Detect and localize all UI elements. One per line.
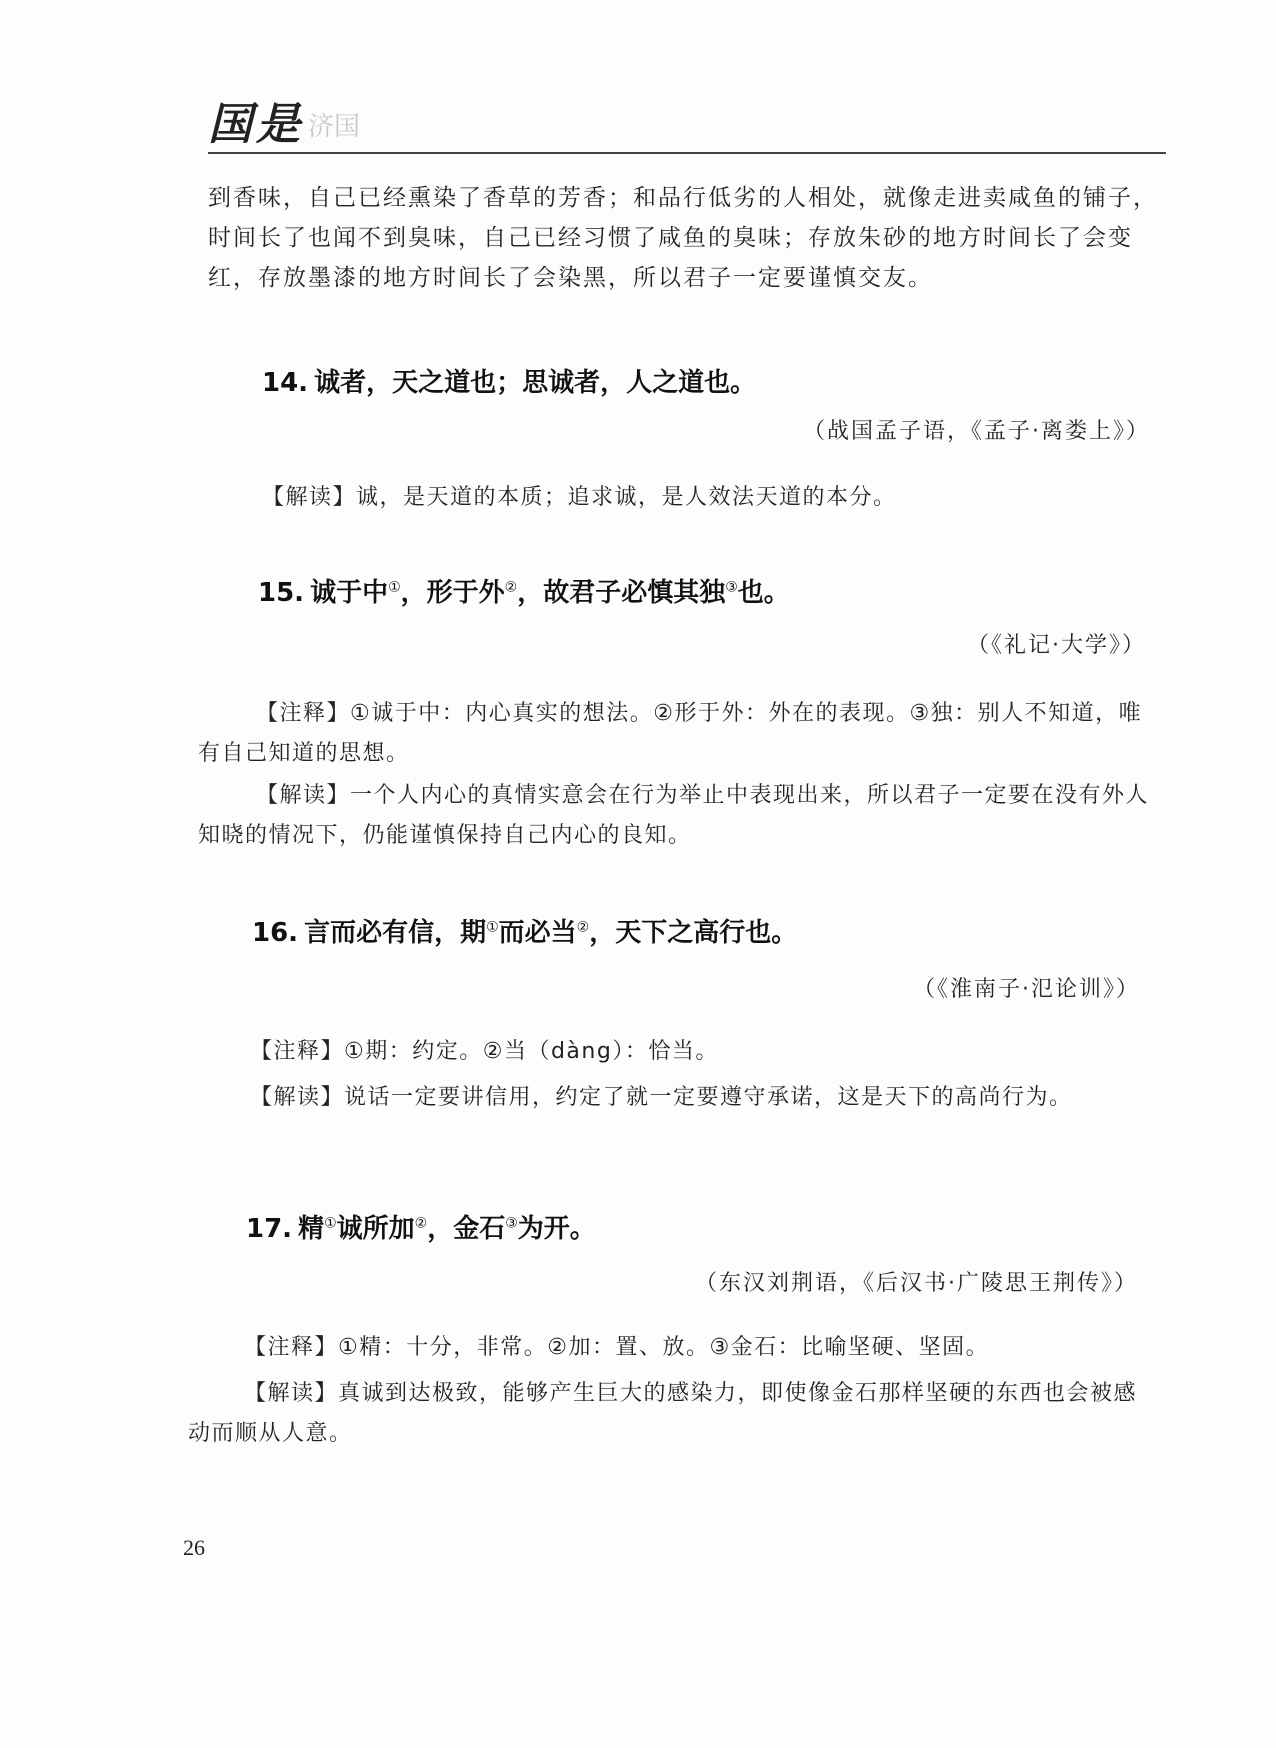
- footnote-mark: ②: [504, 579, 518, 596]
- page-number: 26: [183, 1535, 205, 1560]
- footnote-mark: ③: [725, 579, 738, 596]
- entry-15-source: （《礼记·大学》）: [967, 633, 1146, 658]
- entry-16-note: [192, 1032, 1152, 1072]
- entry-14-number: 14.: [262, 368, 309, 398]
- interpretation-text: 真诚到达极致，能够产生巨大的感染力，即使像金石那样坚硬的东西也会被感动而顺从人意。: [188, 1381, 1138, 1446]
- interpretation-text: 说话一定要讲信用，约定了就一定要遵守承诺，这是天下的高尚行为。: [344, 1085, 1073, 1110]
- entry-15-quote-part: 也。: [737, 578, 790, 608]
- interpretation-label: 【解读】: [256, 783, 351, 808]
- interpretation-label: 【解读】: [244, 1381, 339, 1406]
- entry-15-quote-part: 诚于中: [310, 578, 389, 608]
- entry-16-interpretation: [192, 1078, 1152, 1118]
- entry-14-source: （战国孟子语，《孟子·离娄上》）: [803, 419, 1150, 444]
- entry-16-quote-part: ，天下之高行也。: [589, 918, 798, 948]
- entry-16-source: （《淮南子·氾论训》）: [913, 977, 1140, 1002]
- entry-14-heading: [262, 362, 756, 399]
- entry-16-quote-part: 而必当: [498, 918, 577, 948]
- entry-15-quote-part: ，故君子必慎其独: [517, 578, 726, 608]
- entry-17-quote-part: 诚所加: [336, 1214, 415, 1244]
- note-label: 【注释】: [244, 1335, 339, 1360]
- entry-15-interpretation: [198, 776, 1158, 856]
- footnote-mark: ②: [576, 919, 590, 936]
- entry-14-interpretation: [262, 478, 1162, 518]
- entry-15-heading: [258, 572, 790, 609]
- entry-17-number: 17.: [246, 1214, 293, 1244]
- entry-17-quote-part: 为开。: [517, 1214, 596, 1244]
- interpretation-label: 【解读】: [262, 485, 357, 510]
- footnote-mark: ①: [486, 919, 499, 936]
- interpretation-label: 【解读】: [250, 1085, 345, 1110]
- entry-17-heading: [246, 1208, 596, 1245]
- entry-15-number: 15.: [258, 578, 305, 608]
- entry-17-interpretation: [188, 1374, 1148, 1454]
- entry-15-note: [198, 694, 1158, 774]
- entry-17-quote-part: 精: [298, 1214, 325, 1244]
- footnote-mark: ①: [388, 579, 401, 596]
- footnote-mark: ②: [414, 1215, 428, 1232]
- note-text: ①期：约定。②当（dàng）：恰当。: [344, 1039, 719, 1064]
- entry-16-number: 16.: [252, 918, 299, 948]
- header-logo-faded: 济国: [308, 112, 361, 142]
- interpretation-text: 一个人内心的真情实意会在行为举止中表现出来，所以君子一定要在没有外人知晓的情况下，仍能谨慎保持自己内心的良知。: [198, 783, 1150, 848]
- page-header: [208, 88, 1168, 150]
- entry-17-note: [188, 1328, 1148, 1368]
- note-label: 【注释】: [256, 701, 351, 726]
- note-text: ①精：十分，非常。②加：置、放。③金石：比喻坚硬、坚固。: [338, 1335, 990, 1360]
- entry-17-source: （东汉刘荆语，《后汉书·广陵思王荆传》）: [695, 1271, 1138, 1296]
- entry-15-quote-part: ，形于外: [400, 578, 505, 608]
- note-label: 【注释】: [250, 1039, 345, 1064]
- entry-16-quote-part: 言而必有信，期: [304, 918, 487, 948]
- interpretation-text: 诚，是天道的本质；追求诚，是人效法天道的本分。: [356, 485, 897, 510]
- footnote-mark: ③: [505, 1215, 518, 1232]
- footnote-mark: ①: [324, 1215, 337, 1232]
- entry-16-heading: [252, 912, 797, 949]
- header-divider: [208, 152, 1166, 154]
- note-text: ①诚于中：内心真实的想法。②形于外：外在的表现。③独：别人不知道，唯有自己知道的思想。: [198, 701, 1143, 766]
- entry-17-quote-part: ，金石: [427, 1214, 506, 1244]
- entry-14-quote: 诚者，天之道也；思诚者，人之道也。: [314, 368, 757, 398]
- header-logo: 国是: [208, 99, 304, 150]
- intro-paragraph: 到香味，自己已经熏染了香草的芳香；和品行低劣的人相处，就像走进卖咸鱼的铺子，时间长了也闻不到臭味，自己已经习惯了咸鱼的臭味；存放朱砂的地方时间长了会变红，存放墨漆的地方时间长了会染黑，所以君子一定要谨慎交友。: [208, 185, 1158, 291]
